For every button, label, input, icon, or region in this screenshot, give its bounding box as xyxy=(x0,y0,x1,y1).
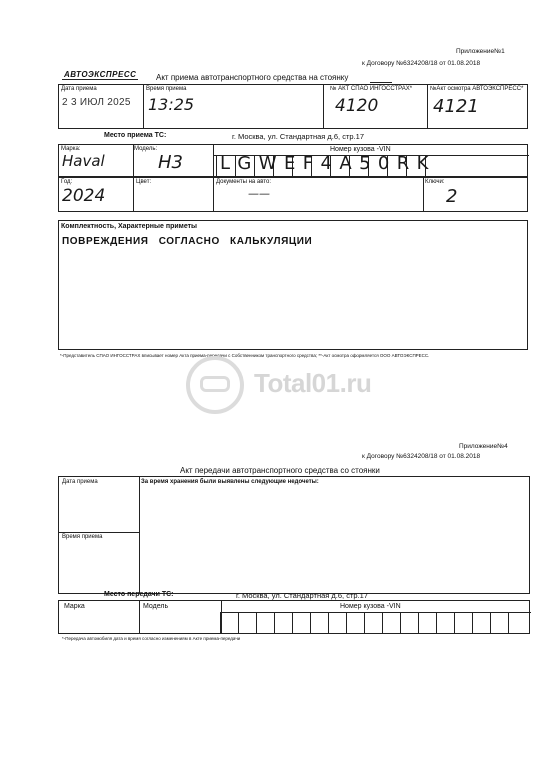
akt-osmotr-label: №Акт осмотра АВТОЭКСПРЕСС* xyxy=(430,86,524,92)
damage-text: ПОВРЕЖДЕНИЯ СОГЛАСНО КАЛЬКУЛЯЦИИ xyxy=(62,236,313,247)
act2-vin-label: Номер кузова -VIN xyxy=(340,603,401,610)
act1-details-row xyxy=(58,176,528,212)
vin-value: LGWEF4A50RK xyxy=(220,153,436,174)
act2-place-label: Место передачи ТС: xyxy=(104,591,174,598)
vin-label: Номер кузова -VIN xyxy=(330,146,391,153)
docs-label: Документы на авто: xyxy=(216,179,271,185)
date-label: Дата приема xyxy=(61,86,97,92)
date-stamp: 2 3 ИЮЛ 2025 xyxy=(62,97,131,108)
contract-2-label: к Договору №6324208/18 от 01.08.2018 xyxy=(362,453,481,460)
place-value: г. Москва, ул. Стандартная д.6, стр.17 xyxy=(232,132,364,141)
model-value: H3 xyxy=(158,152,183,173)
model-label: Модель: xyxy=(134,146,158,152)
act2-place-value: г. Москва, ул. Стандартная д.6, стр.17 xyxy=(236,591,368,600)
act2-date-label: Дата приема xyxy=(62,479,98,485)
time-value: 13:25 xyxy=(148,95,195,114)
akt-osmotr-value: 4121 xyxy=(433,96,479,117)
act2-model-label: Модель xyxy=(143,603,169,610)
complect-label: Комплектность, Характерные приметы xyxy=(61,223,198,230)
time-label: Время приема xyxy=(146,86,187,92)
act2-vin-cells xyxy=(220,612,530,634)
year-value: 2024 xyxy=(62,186,106,206)
avtoexpress-logo: АВТОЭКСПРЕСС xyxy=(64,70,137,79)
act2-make-label: Марка xyxy=(64,603,85,610)
docs-value: —— xyxy=(248,187,270,200)
make-label: Марка: xyxy=(61,146,81,152)
act1-title: Акт приема автотранспортного средства на стоянку xyxy=(156,73,349,82)
keys-label: Ключи: xyxy=(425,179,445,185)
defects-label: За время хранения были выявлены следующие недочеты: xyxy=(141,479,319,485)
act2-title: Акт передачи автотранспортного средства со стоянки xyxy=(180,466,380,475)
year-label: Год: xyxy=(61,179,73,185)
watermark-logo-icon xyxy=(186,356,244,414)
act2-main-box xyxy=(58,476,530,594)
act2-footnote: *-Передача автомобиля дата и время согласно изменениям в Акте приема-передачи xyxy=(62,636,241,641)
vin-cells xyxy=(216,153,436,177)
color-label: Цвет: xyxy=(136,179,152,185)
appendix-4-label: Приложение№4 xyxy=(459,443,508,450)
akt-spao-value: 4120 xyxy=(335,96,379,116)
act2-time-label: Время приема xyxy=(62,534,103,540)
make-value: Haval xyxy=(62,152,105,170)
keys-value: 2 xyxy=(446,186,458,207)
akt-spao-label: № АКТ СПАО ИНГОССТРАХ* xyxy=(330,86,413,92)
watermark-text: Total01.ru xyxy=(254,368,372,398)
place-label: Место приема ТС: xyxy=(104,132,167,139)
appendix-1-label: Приложение№1 xyxy=(456,48,505,55)
contract-1-label: к Договору №6324208/18 от 01.08.2018 xyxy=(362,60,481,67)
act1-footnote: *-Представитель СПАО ИНГОССТРАХ вписывает номер Акта приема-передачи с Собственником транспортного средства; **-Акт осмотра оформляется ООО АВТОЭКСПРЕСС. xyxy=(60,353,430,358)
